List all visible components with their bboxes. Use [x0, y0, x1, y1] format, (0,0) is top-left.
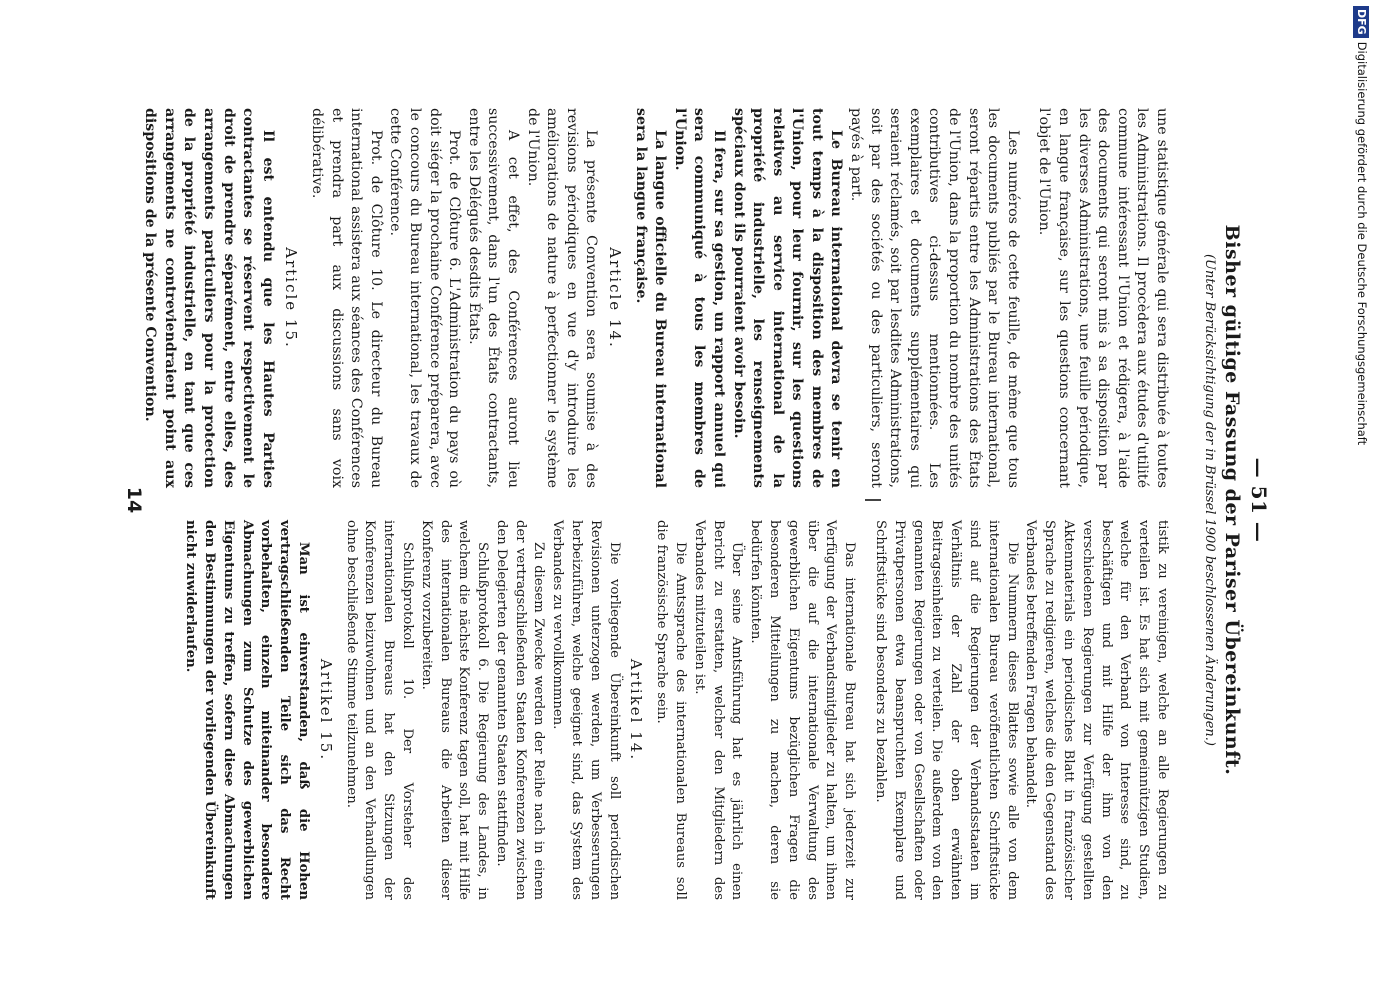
de-paragraph-10: Man ist einverstanden, daß die Hohen vertragschließenden Teile sich das Recht vorbehalten, einzeln miteinander besondere Abmachungen zum Schutze des gewerblichen Eigentums zu treffen, sofern diese Abmachungen den Bestimmungen der vorliegenden Übereinkunft nicht zuwiderlaufen.: [183, 520, 311, 900]
fr-paragraph-1: une statistique générale qui sera distribuée à toutes les Administrations. Il procèdera aux études d'utilité commune intéressant l'Union et rédigera, à l'aide des documents qui seront mis à sa disposition par les diverses Administrations, une feuille périodique, en langue française, sur les questions concernant l'objet de l'Union.: [1036, 108, 1170, 488]
fr-heading-article-14: Article 14.: [605, 247, 624, 349]
de-heading-article-14: Artikel 14.: [627, 658, 646, 762]
de-paragraph-5: Die Amtssprache des internationalen Bureaus soll die französische Sprache sein.: [654, 520, 689, 900]
page-subtitle: (Unter Berücksichtigung der in Brüssel 1900 beschlossenen Änderungen.): [1202, 253, 1217, 746]
german-column: [180, 520, 1171, 900]
fr-heading-article-15: Article 15.: [282, 247, 301, 349]
fr-paragraph-4: Il fera, sur sa gestion, un rapport annuel qui sera communiqué à tous les membres de l'Union.: [671, 108, 727, 488]
column-separator: [865, 499, 881, 501]
signature-mark: 14: [123, 486, 145, 514]
fr-paragraph-8: Prot. de Clôture 6. L'Administration du pays où doit siéger la prochaine Conférence préparera, avec le concours du Bureau international, les travaux de cette Conférence.: [387, 108, 463, 488]
de-paragraph-4: Über seine Amtsführung hat es jährlich einen Bericht zu erstatten, welcher den Mitgliedern des Verbandes mitzuteilen ist.: [691, 520, 745, 900]
fr-paragraph-5: La langue officielle du Bureau international sera la langue française.: [632, 108, 669, 488]
dfg-logo: DFG: [1354, 6, 1370, 38]
fr-paragraph-10: Il est entendu que les Hautes Parties contractantes se réservent respectivement le droit de prendre séparément, entre elles, des arrangements particuliers pour la protection de la propriété industrielle, en tant que ces arrangements ne contreviendraient point aux dispositions de la présente Convention.: [142, 108, 276, 488]
credit-text-line: [1350, 6, 1374, 996]
de-paragraph-2: Die Nummern dieses Blattes sowie alle von dem internationalen Bureau veröffentlichten Schriftstücke sind auf die Regierungen der Verbandsstaaten im Verhältnis der Zahl der oben erwähnten Beitragseinheiten zu verteilen. Die außerdem von den genannten Regierungen oder von Gesellschaften oder Privatpersonen etwa beanspruchten Exemplare und Schriftstücke sind besonders zu bezahlen.: [873, 520, 1020, 900]
de-paragraph-7: Zu diesem Zwecke werden der Reihe nach in einem der vertragschließenden Staaten Konferenzen zwischen den Delegierten der genannten Staaten stattfinden.: [493, 520, 547, 900]
fr-paragraph-3: Le Bureau international devra se tenir en tout temps à la disposition des membres de l'Union, pour leur fournir, sur les questions relatives au service international de la propriété industrielle, les renseignements spéciaux dont ils pourraient avoir besoin.: [730, 108, 845, 488]
fr-paragraph-9: Prot. de Clôture 10. Le directeur du Bureau international assistera aux séances des Conférences et prendra part aux discussions sans voix délibérative.: [309, 108, 384, 488]
de-paragraph-1: tistik zu vereinigen, welche an alle Regierungen zu verteilen ist. Es hat sich mit gemeinnützigen Studien, welche für den Verband von Interesse sind, zu beschäftigen und mit Hilfe der ihm von den verschiedenen Regierungen zur Verfügung gestellten Aktenmaterials ein periodisches Blatt in französischer Sprache zu redigieren, welches die den Gegenstand des Verbandes betreffenden Fragen behandelt.: [1023, 520, 1170, 900]
de-paragraph-8: Schlußprotokoll 6. Die Regierung des Landes, in welchem die nächste Konferenz tagen soll, hat mit Hilfe des internationalen Bureaus die Arbeiten dieser Konferenz vorzubereiten.: [418, 520, 491, 900]
fr-paragraph-7: A cet effet, des Conférences auront lieu successivement, dans l'un des États contractants, entre les Délégués desdits États.: [465, 108, 521, 488]
page-number: — 51 —: [1247, 457, 1271, 543]
de-paragraph-9: Schlußprotokoll 10. Der Vorsteher des internationalen Bureaus hat den Sitzungen der Konferenzen beizuwohnen und an den Verhandlungen ohne beschließende Stimme teilzunehmen.: [343, 520, 415, 900]
fr-paragraph-2: Les numéros de cette feuille, de même que tous les documents publiés par le Bureau international, seront répartis entre les Administrations des États de l'Union, dans la proportion du nombre des unités contributives ci-dessus mentionnées. Les exemplaires et documents supplémentaires qui seraient réclamés, soit par lesdites Administrations, soit par des sociétés ou des particuliers, seront payés à part.: [848, 108, 1021, 488]
page-title: Bisher gültige Fassung der Pariser Übereinkunft.: [1221, 224, 1243, 776]
de-paragraph-6: Die vorliegende Übereinkunft soll periodischen Revisionen unterzogen werden, um Verbesserungen herbeizuführen, welche geeignet sind, das System des Verbandes zu vervollkommnen.: [550, 520, 622, 900]
credit-text: Digitalisierung gefördert durch die Deutsche Forschungsgemeinschaft: [1355, 41, 1369, 446]
fr-paragraph-6: La présente Convention sera soumise à des revisions périodiques en vue d'y introduire les améliorations de nature à perfectionner le système de l'Union.: [524, 108, 600, 488]
french-column: [140, 108, 1171, 488]
digitization-credit: [1350, 6, 1382, 996]
de-heading-article-15: Artikel 15.: [316, 658, 335, 762]
de-paragraph-3: Das internationale Bureau hat sich jederzeit zur Verfügung der Verbandsmitglieder zu halten, um ihnen über die auf die internationale Verwaltung des gewerblichen Eigentums bezüglichen Fragen die besonderen Mitteilungen zu machen, deren sie bedürfen könnten.: [748, 520, 858, 900]
